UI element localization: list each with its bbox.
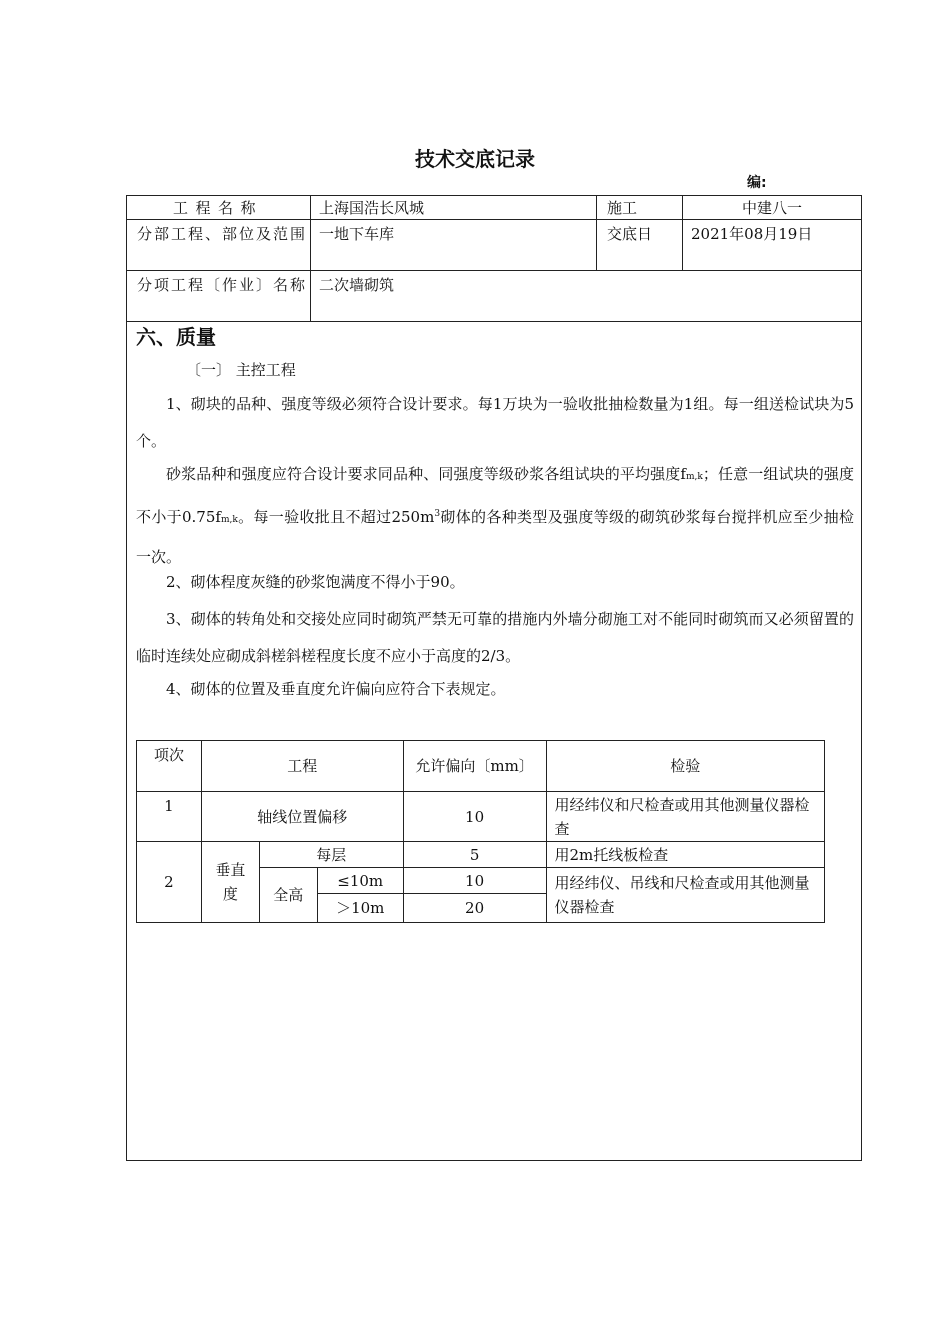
row-divider [127, 270, 861, 271]
row1-item: 轴线位置偏移 [201, 792, 403, 842]
subscript-mk: m,k [220, 515, 238, 525]
table-row [137, 842, 825, 868]
header-check: 检验 [546, 741, 825, 792]
row1-value: 10 [403, 792, 546, 842]
item-label: 分项工程〔作业〕名称 [137, 276, 308, 294]
subscript-mk: m,k [685, 472, 703, 482]
paragraph-2-text-c: 。每一验收批且不超过250m [237, 508, 435, 526]
row2-sub-full-height: 全高 [259, 868, 317, 923]
header-no: 项次 [137, 741, 202, 792]
project-name-label: 工程名称 [173, 199, 264, 217]
paragraph-2 [136, 456, 854, 576]
deviation-table [136, 740, 825, 923]
paragraph-2-text-a: 砂浆品种和强度应符合设计要求同品种、同强度等级砂浆各组试块的平均强度f [166, 465, 686, 483]
project-name-value: 上海国浩长风城 [319, 199, 425, 217]
editor-label: 编: [747, 175, 767, 191]
row2-value-per-floor: 5 [403, 842, 546, 868]
paragraph-3: 2、砌体程度灰缝的砂浆饱满度不得小于90。 [166, 573, 465, 591]
header-deviation: 允许偏向〔mm〕 [403, 741, 546, 792]
paragraph-2-text-d: 砌体的各种类型及强度等级的砌筑砂浆每台搅拌机应至少抽检一次。 [136, 508, 854, 566]
document-title: 技术交底记录 [415, 147, 535, 171]
row1-no: 1 [137, 792, 202, 842]
paragraph-4: 3、砌体的转角处和交接处应同时砌筑严禁无可靠的措施内外墙分砌施工对不能同时砌筑而又必须留置的临时连续处应砌成斜槎斜槎程度长度不应小于高度的2/3。 [136, 610, 854, 665]
table-row [137, 792, 825, 842]
paragraph-2-text-b: ；任意一组试块的强度不小于0.75f [136, 465, 854, 526]
row2-sub-le10: ≤10m [317, 868, 403, 894]
row1-check: 用经纬仪和尺检查或用其他测量仪器检查 [546, 792, 825, 842]
date-label: 交底日 [607, 225, 653, 243]
item-value: 二次墙砌筑 [319, 276, 395, 294]
column-divider [596, 196, 597, 270]
section-heading: 六、质量 [136, 325, 216, 349]
paragraph-1: 1、砌块的品种、强度等级必须符合设计要求。每1万块为一验收批抽检数量为1组。每一组送检试块为5个。 [136, 395, 854, 450]
row2-sub-gt10: ＞10m [317, 894, 403, 923]
division-label: 分部工程、部位及范围 [137, 225, 308, 243]
construction-label: 施工 [607, 199, 638, 217]
row2-check-full-height: 用经纬仪、吊线和尺检查或用其他测量仪器检查 [546, 868, 825, 923]
row2-value-gt10: 20 [403, 894, 546, 923]
row-divider [127, 321, 861, 322]
row2-item: 垂直度 [201, 842, 259, 923]
header-item: 工程 [201, 741, 403, 792]
construction-unit-value: 中建八一 [741, 199, 802, 217]
subsection-heading: 〔一〕 主控工程 [186, 361, 296, 379]
row2-value-le10: 10 [403, 868, 546, 894]
date-value: 2021年08月19日 [691, 225, 813, 243]
table-header-row [137, 741, 825, 792]
superscript-3: 3 [434, 509, 441, 519]
row2-no: 2 [137, 842, 202, 923]
paragraph-5: 4、砌体的位置及垂直度允许偏向应符合下表规定。 [166, 680, 506, 698]
row2-check-per-floor: 用2m托线板检查 [546, 842, 825, 868]
row2-sub-per-floor: 每层 [259, 842, 403, 868]
column-divider [310, 196, 311, 321]
division-value: 一地下车库 [319, 225, 395, 243]
